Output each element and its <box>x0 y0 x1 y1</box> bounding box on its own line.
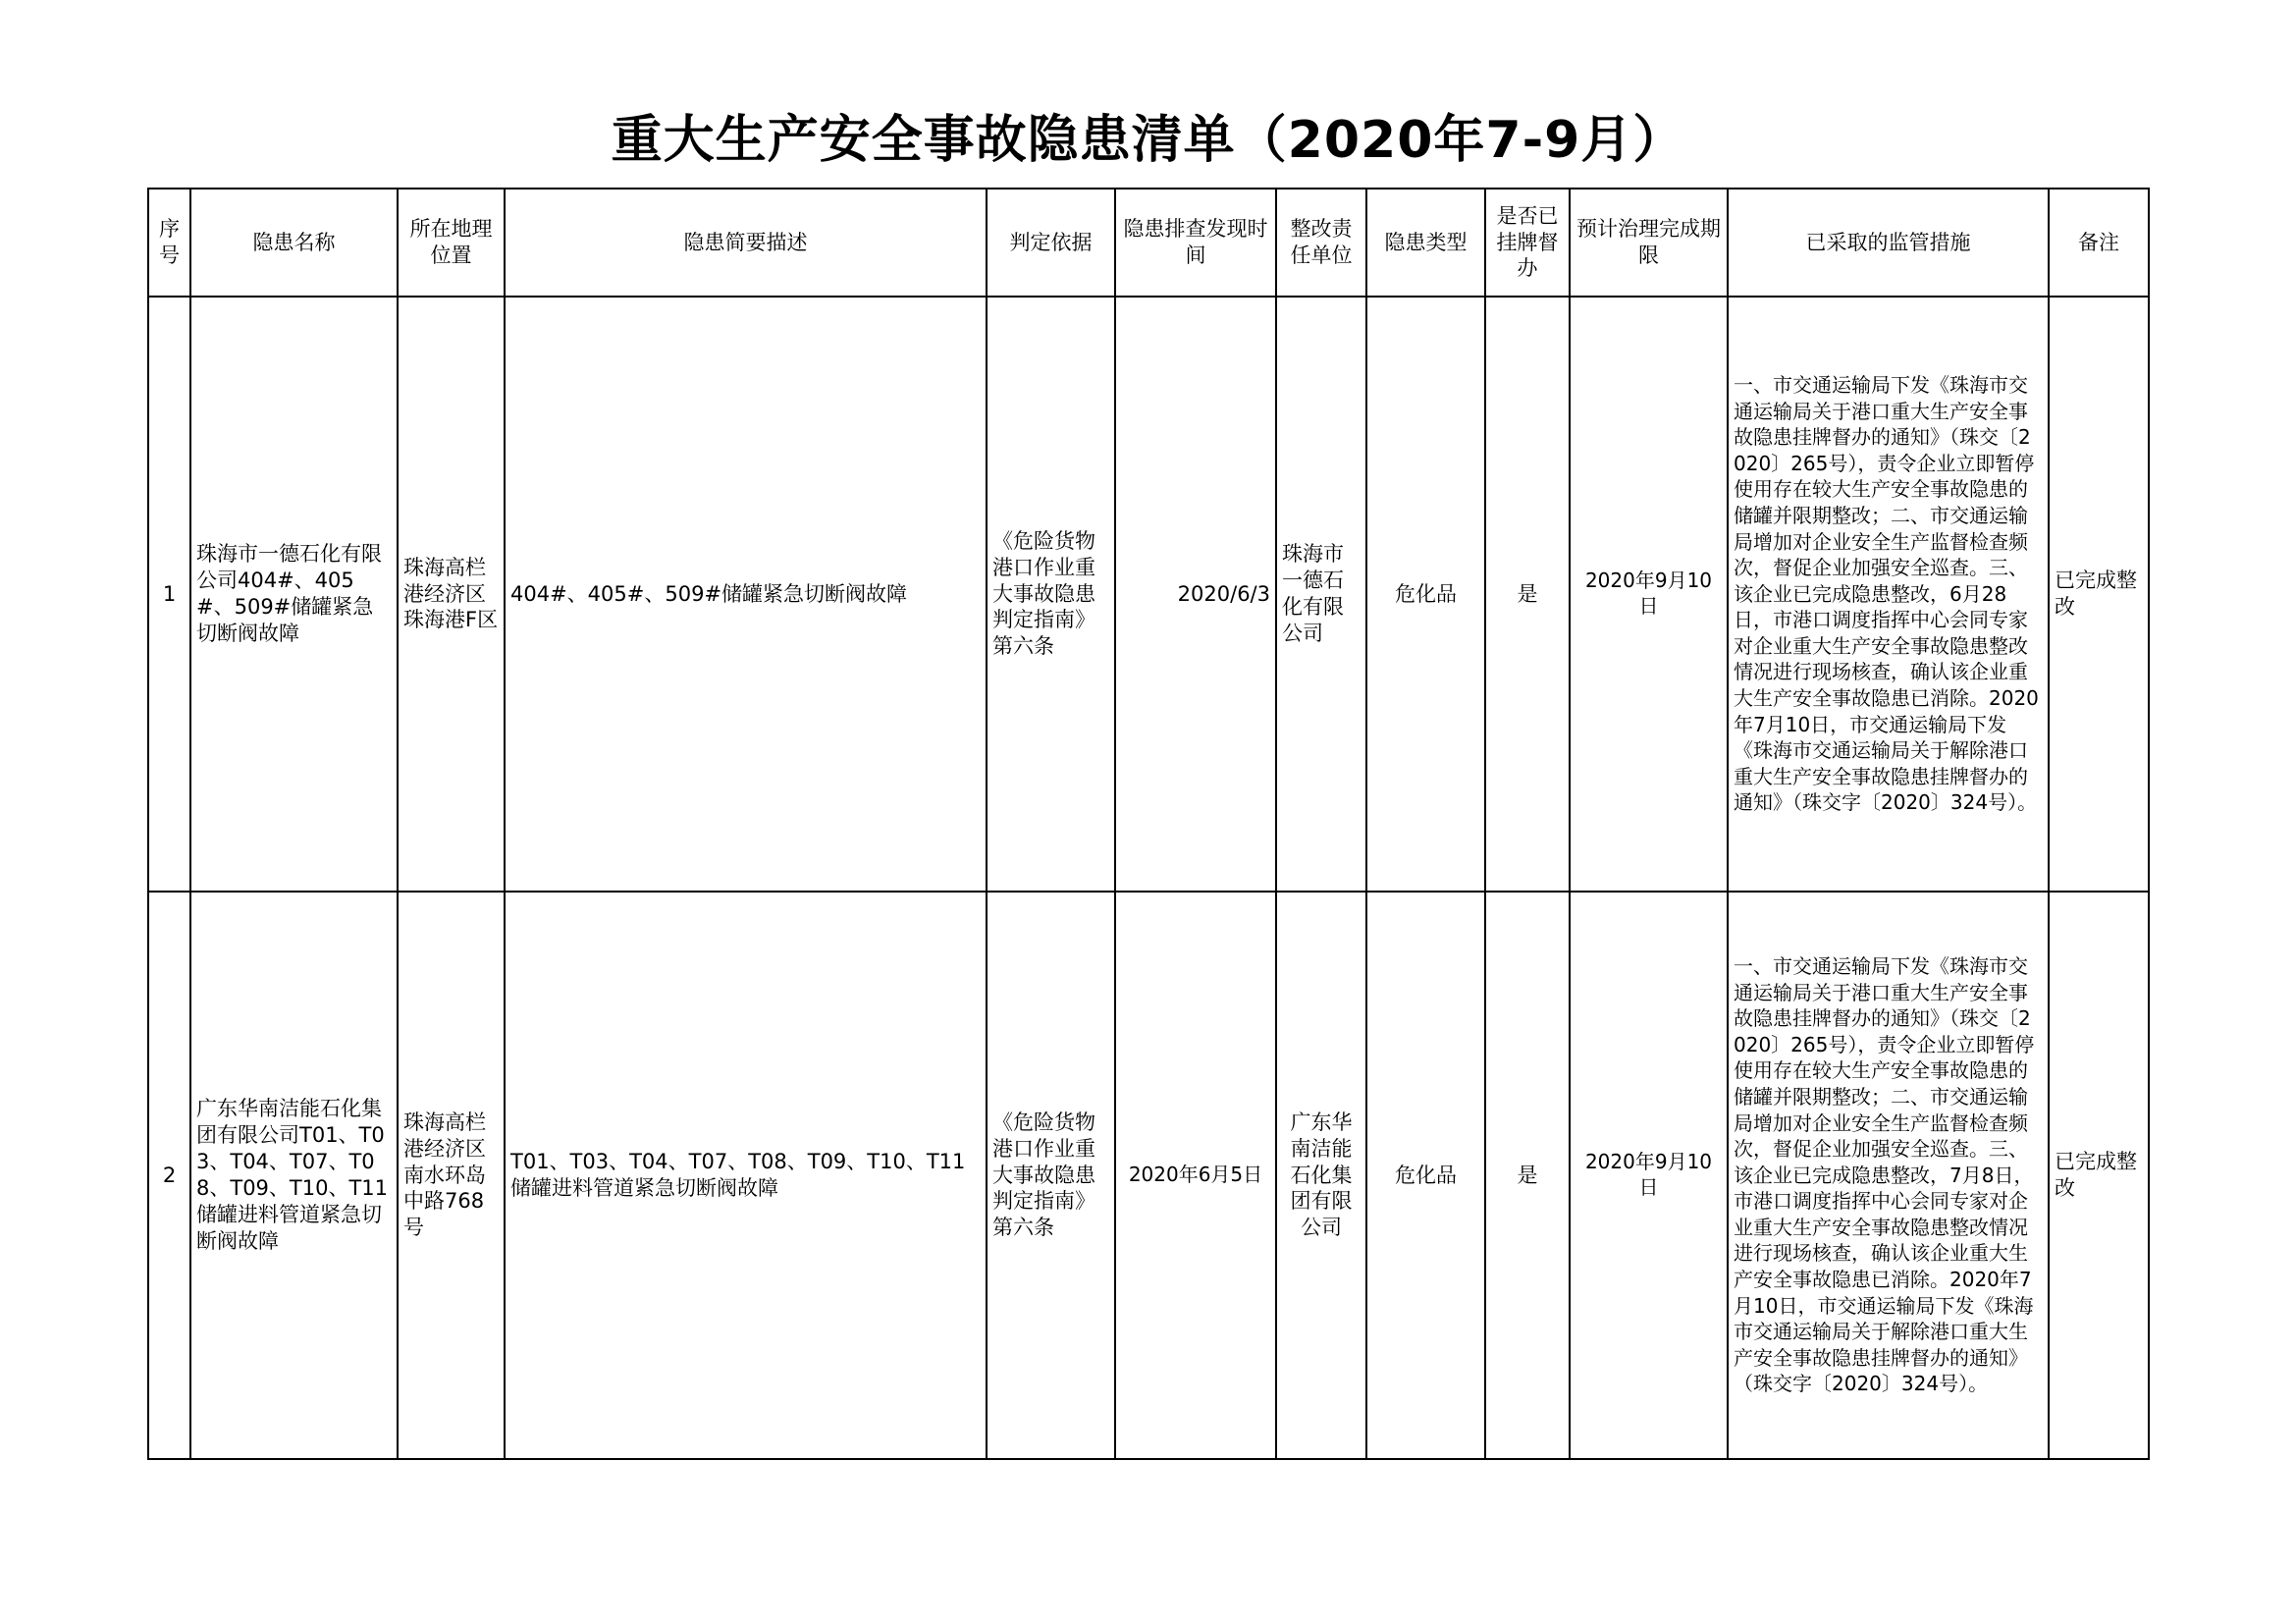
cell-remarks: 已完成整改 <box>2049 297 2149 892</box>
cell-responsible: 广东华南洁能石化集团有限公司 <box>1276 892 1366 1459</box>
page-title: 重大生产安全事故隐患清单（2020年7-9月） <box>611 111 1685 170</box>
cell-basis: 《危险货物港口作业重大事故隐患判定指南》第六条 <box>987 297 1115 892</box>
cell-listed: 是 <box>1485 297 1570 892</box>
cell-measures: 一、市交通运输局下发《珠海市交通运输局关于港口重大生产安全事故隐患挂牌督办的通知》（珠交〔2020〕265号），责令企业立即暂停使用存在较大生产安全事故隐患的储罐并限期整改；二、市交通运输局增加对企业安全生产监督检查频次，督促企业加强安全巡查。三、该企业已完成隐患整改，7月8日，市港口调度指挥中心会同专家对企业重大生产安全事故隐患整改情况进行现场核查，确认该企业重大生产安全事故隐患已消除。2020年7月10日，市交通运输局下发《珠海市交通运输局关于解除港口重大生产安全事故隐患挂牌督办的通知》（珠交字〔2020〕324号）。 <box>1728 892 2049 1459</box>
cell-deadline: 2020年9月10日 <box>1570 297 1728 892</box>
header-location: 所在地理位置 <box>398 189 505 297</box>
cell-description: 404#、405#、509#储罐紧急切断阀故障 <box>505 297 987 892</box>
cell-seq: 2 <box>148 892 190 1459</box>
header-responsible: 整改责任单位 <box>1276 189 1366 297</box>
header-basis: 判定依据 <box>987 189 1115 297</box>
cell-type: 危化品 <box>1366 892 1485 1459</box>
table-header-row <box>148 189 2149 297</box>
table-row <box>148 297 2149 892</box>
cell-measures: 一、市交通运输局下发《珠海市交通运输局关于港口重大生产安全事故隐患挂牌督办的通知》（珠交〔2020〕265号），责令企业立即暂停使用存在较大生产安全事故隐患的储罐并限期整改；二、市交通运输局增加对企业安全生产监督检查频次，督促企业加强安全巡查。三、该企业已完成隐患整改，6月28日，市港口调度指挥中心会同专家对企业重大生产安全事故隐患整改情况进行现场核查，确认该企业重大生产安全事故隐患已消除。2020年7月10日，市交通运输局下发《珠海市交通运输局关于解除港口重大生产安全事故隐患挂牌督办的通知》（珠交字〔2020〕324号）。 <box>1728 297 2049 892</box>
header-type: 隐患类型 <box>1366 189 1485 297</box>
cell-name: 珠海市一德石化有限公司404#、405#、509#储罐紧急切断阀故障 <box>190 297 398 892</box>
cell-location: 珠海高栏港经济区南水环岛中路768号 <box>398 892 505 1459</box>
cell-listed: 是 <box>1485 892 1570 1459</box>
hazard-table <box>147 188 2150 1460</box>
cell-remarks: 已完成整改 <box>2049 892 2149 1459</box>
cell-responsible: 珠海市一德石化有限公司 <box>1276 297 1366 892</box>
cell-location: 珠海高栏港经济区珠海港F区 <box>398 297 505 892</box>
cell-name: 广东华南洁能石化集团有限公司T01、T03、T04、T07、T08、T09、T10、T11储罐进料管道紧急切断阀故障 <box>190 892 398 1459</box>
header-listed: 是否已挂牌督办 <box>1485 189 1570 297</box>
cell-description: T01、T03、T04、T07、T08、T09、T10、T11储罐进料管道紧急切断阀故障 <box>505 892 987 1459</box>
cell-deadline: 2020年9月10日 <box>1570 892 1728 1459</box>
table-row <box>148 892 2149 1459</box>
header-found-time: 隐患排查发现时间 <box>1115 189 1276 297</box>
cell-basis: 《危险货物港口作业重大事故隐患判定指南》第六条 <box>987 892 1115 1459</box>
header-deadline: 预计治理完成期限 <box>1570 189 1728 297</box>
cell-found-time: 2020年6月5日 <box>1115 892 1276 1459</box>
header-description: 隐患简要描述 <box>505 189 987 297</box>
cell-found-time: 2020/6/3 <box>1115 297 1276 892</box>
header-remarks: 备注 <box>2049 189 2149 297</box>
cell-seq: 1 <box>148 297 190 892</box>
header-seq: 序号 <box>148 189 190 297</box>
header-measures: 已采取的监管措施 <box>1728 189 2049 297</box>
header-name: 隐患名称 <box>190 189 398 297</box>
cell-type: 危化品 <box>1366 297 1485 892</box>
